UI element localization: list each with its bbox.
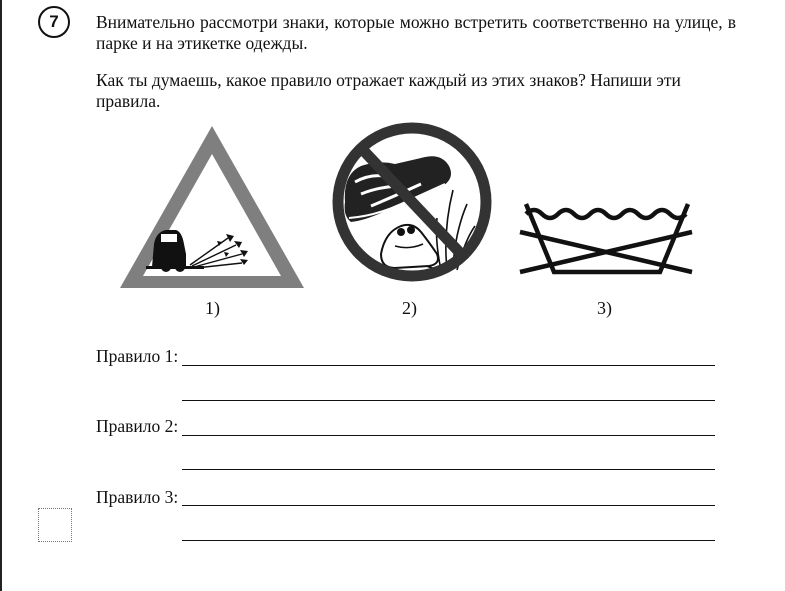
- task-instruction: Внимательно рассмотри знаки, которые можно встретить соответственно на улице, в парке и на этикетке одежды.: [96, 12, 736, 53]
- page-left-border: [0, 0, 2, 591]
- gravel-warning-triangle-icon: [116, 120, 308, 294]
- rule-label-2: Правило 2:: [96, 416, 179, 436]
- rule-3-answer-line[interactable]: [182, 505, 715, 506]
- rule-1-answer-line-2[interactable]: [182, 400, 715, 401]
- rule-label-1: Правило 1:: [96, 346, 179, 366]
- sign-label-1: 1): [205, 298, 220, 318]
- no-trampling-frog-icon: [325, 120, 499, 284]
- task-question: Как ты думаешь, какое правило отражает каждый из этих знаков? Напиши эти правила.: [96, 70, 681, 111]
- rule-label-3: Правило 3:: [96, 487, 179, 507]
- rule-2-answer-line[interactable]: [182, 435, 715, 436]
- no-washing-basin-icon: [516, 120, 696, 284]
- score-box[interactable]: [38, 508, 72, 542]
- rule-3-answer-line-2[interactable]: [182, 540, 715, 541]
- rule-1-answer-line[interactable]: [182, 365, 715, 366]
- rule-2-answer-line-2[interactable]: [182, 469, 715, 470]
- sign-label-2: 2): [402, 298, 417, 318]
- sign-label-3: 3): [597, 298, 612, 318]
- task-number-badge: 7: [38, 6, 70, 38]
